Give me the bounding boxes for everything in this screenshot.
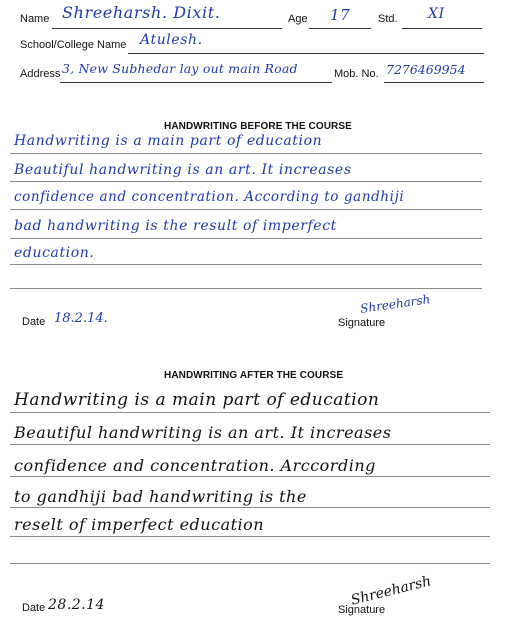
address-underline [60,82,332,83]
before-date-label: Date [22,316,46,328]
name-value: Shreeharsh. Dixit. [62,3,221,22]
after-rule-3 [10,476,490,477]
before-heading: HANDWRITING BEFORE THE COURSE [164,121,352,132]
age-underline [309,28,371,29]
std-underline [402,28,482,29]
age-value: 17 [330,6,351,24]
before-rule-6 [10,288,482,289]
school-value: Atulesh. [140,32,203,48]
before-rule-3 [10,209,482,210]
name-underline [52,28,282,29]
address-label: Address [20,68,61,80]
name-label: Name [20,13,50,25]
before-line-2: Beautiful handwriting is an art. It increases [14,162,352,178]
after-line-1: Handwriting is a main part of education [14,390,380,410]
mob-label: Mob. No. [334,68,379,80]
before-signature: Shreeharsh [359,292,432,316]
after-rule-2 [10,444,490,445]
before-line-4: bad handwriting is the result of imperfect [14,218,337,234]
address-value: 3, New Subhedar lay out main Road [62,61,298,76]
after-line-4: to gandhiji bad handwriting is the [14,487,307,506]
before-rule-2 [10,181,482,182]
before-line-5: education. [14,245,95,261]
before-rule-4 [10,238,482,239]
before-rule-5 [10,264,482,265]
std-value: XI [428,6,445,22]
school-underline [128,53,484,54]
before-rule-1 [10,153,482,154]
after-heading: HANDWRITING AFTER THE COURSE [164,370,344,381]
after-line-2: Beautiful handwriting is an art. It increases [14,423,392,442]
after-date-value: 28.2.14 [48,597,105,613]
after-rule-6 [10,563,490,564]
school-label: School/College Name [20,39,127,51]
before-date-value: 18.2.14. [54,311,108,326]
age-label: Age [288,13,308,25]
before-line-1: Handwriting is a main part of education [14,133,323,149]
before-signature-label: Signature [338,317,386,329]
mob-underline [384,82,484,83]
after-rule-4 [10,507,490,508]
after-rule-1 [10,412,490,413]
after-line-5: reselt of imperfect education [14,515,265,534]
after-date-label: Date [22,602,46,614]
after-line-3: confidence and concentration. Arccording [14,456,376,475]
after-signature-label: Signature [338,604,386,616]
before-line-3: confidence and concentration. According to gandhiji [14,189,405,205]
after-signature: Shreeharsh [349,573,433,609]
std-label: Std. [378,13,398,25]
after-rule-5 [10,536,490,537]
mob-value: 7276469954 [386,62,466,77]
